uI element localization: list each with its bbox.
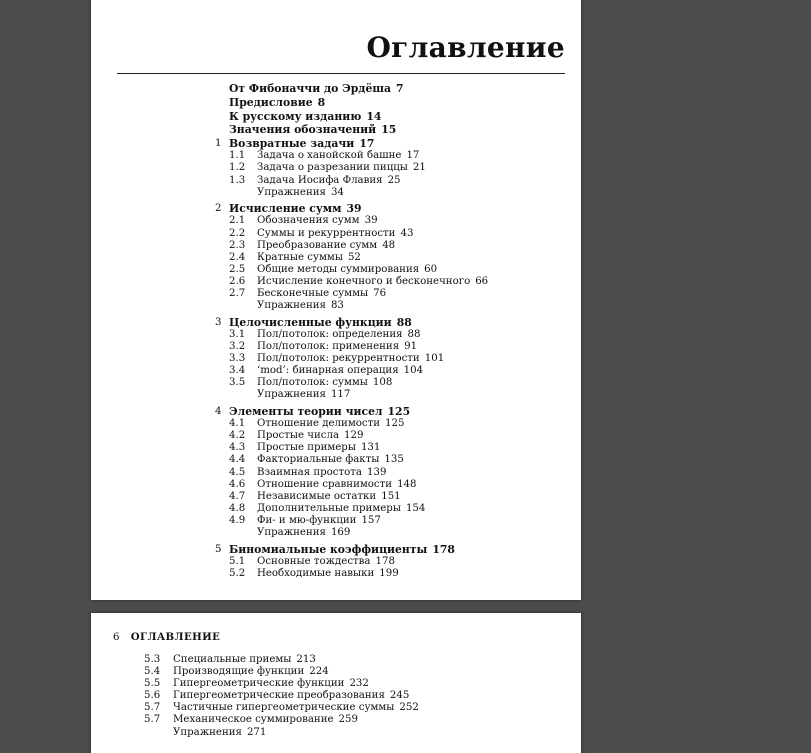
entry-title-text: Пол/потолок: применения [257,340,400,352]
entry-page-number: 125 [385,418,405,430]
entry-title [257,418,404,430]
entry-page-number: 169 [330,526,351,538]
entry-title [257,252,361,264]
section-entry [91,418,581,430]
entry-title [173,690,409,702]
entry-title [257,527,350,539]
entry-title-text: Необходимые навыки [257,567,375,579]
entry-page-number: 14 [366,109,382,123]
entry-number: 4.6 [229,478,246,490]
entry-number: 5.6 [144,690,161,702]
entry-number: 5 [215,543,222,555]
entry-page-number: 157 [361,514,381,526]
entry-title-text: Значения обозначений [229,123,377,137]
section-entry [91,228,581,240]
section-entry [91,288,581,300]
entry-number: 4 [215,405,222,417]
entry-page-number: 25 [387,174,401,186]
entry-title [257,515,381,527]
entry-number: 5.5 [144,678,161,690]
page-number: 6 [113,632,120,643]
entry-title-text: Биномиальные коэффициенты [229,542,428,556]
entry-page-number: 252 [399,702,419,714]
entry-page-number: 15 [381,123,397,137]
entry-page-number: 17 [406,150,420,162]
entry-title-text: Суммы и рекуррентности [257,227,396,239]
entry-title-text: Преобразование сумм [257,239,378,251]
entry-number: 4.7 [229,490,246,502]
entry-number: 2.7 [229,288,246,299]
entry-title [257,276,488,288]
entry-title [257,365,423,377]
section-entry [91,240,581,252]
entry-title-text: Упражнения [257,526,326,538]
entry-title-text: Механическое суммирование [173,714,334,726]
entry-number: 5.2 [229,567,246,579]
entry-title [257,329,421,341]
entry-title-text: Предисловие [229,95,313,109]
entry-page-number: 43 [400,227,414,239]
entry-page-number: 148 [397,478,417,490]
section-entry [91,377,581,389]
section-entry [91,215,581,227]
entry-page-number: 34 [330,186,344,198]
document-page-1 [91,0,581,600]
entry-title [257,353,444,365]
section-entry [91,175,581,187]
entry-title [257,228,413,240]
section-entry [91,491,581,503]
entry-title [229,543,455,556]
entry-number: 2.5 [229,263,246,275]
chapter-entry [91,316,581,329]
entry-title [257,568,399,580]
entry-page-number: 101 [424,353,445,365]
running-header [113,631,220,643]
exercises-entry [91,300,581,312]
entry-page-number: 224 [309,666,329,678]
entry-title-text: Задача о ханойской башне [257,150,402,162]
entry-page-number: 259 [338,714,358,726]
entry-page-number: 39 [346,202,362,216]
entry-title-text: Исчисление сумм [229,202,342,216]
section-entry [91,353,581,365]
entry-title [257,187,344,199]
entry-number: 5.7 [144,702,161,714]
section-entry [91,454,581,466]
entry-title [229,405,410,418]
entry-number: 5.1 [229,555,246,567]
chapter-entry [91,543,581,556]
section-entry [91,678,581,690]
section-entry [91,690,581,702]
entry-title [257,215,378,227]
entry-page-number: 125 [387,404,411,418]
entry-number: 5.4 [144,666,161,678]
entry-number: 5.3 [144,654,161,665]
entry-title-text: Отношение делимости [257,418,381,430]
entry-number: 4.8 [229,502,246,514]
section-entry [91,666,581,678]
front-matter-entry [91,96,581,110]
entry-page-number: 135 [384,454,404,466]
entry-title [257,442,380,454]
entry-number: 3.4 [229,365,246,377]
entry-number: 2.3 [229,239,246,251]
entry-number: 4.1 [229,418,246,430]
entry-title [229,82,403,96]
entry-title [257,454,404,466]
entry-title [257,288,386,300]
entry-page-number: 7 [395,82,404,95]
table-of-contents [91,82,581,580]
entry-page-number: 39 [364,215,378,227]
section-entry [91,341,581,353]
entry-page-number: 52 [347,251,361,263]
entry-page-number: 76 [373,288,387,299]
section-entry [91,503,581,515]
entry-page-number: 117 [330,389,351,401]
entry-page-number: 232 [349,678,369,690]
entry-title-text: Задача о разрезании пиццы [257,162,408,174]
section-entry [91,430,581,442]
front-matter-entry [91,110,581,124]
entry-title-text: Производящие функции [173,666,305,678]
section-entry [91,264,581,276]
section-entry [91,515,581,527]
entry-title [257,479,417,491]
entry-title [257,240,395,252]
entry-title [173,702,419,714]
exercises-entry [91,527,581,539]
entry-page-number: 178 [432,542,455,556]
entry-number: 4.2 [229,430,246,442]
entry-title-text: Упражнения [257,300,326,312]
entry-page-number: 88 [407,328,421,340]
entry-page-number: 245 [389,690,410,702]
entry-title-text: Обозначения сумм [257,215,360,227]
section-entry [91,654,581,666]
entry-number: 1.1 [229,150,246,162]
entry-title-text: Элементы теории чисел [229,404,383,418]
section-entry [91,252,581,264]
entry-title-text: Пол/потолок: рекуррентности [257,353,420,365]
exercises-entry [91,187,581,199]
entry-title-text: Кратные суммы [257,251,343,263]
entry-number: 1 [215,138,222,150]
entry-title-text: ‘mod’: бинарная операция [257,365,399,377]
entry-title-text: Упражнения [257,186,326,198]
entry-title [173,678,369,690]
entry-title [257,300,344,312]
section-entry [91,467,581,479]
entry-title [257,389,350,401]
exercises-entry [91,727,581,739]
entry-title-text: Пол/потолок: определения [257,328,403,340]
page-title: Оглавление [366,31,565,64]
table-of-contents-continued [91,654,581,739]
entry-number: 4.9 [229,514,246,526]
entry-number: 4.3 [229,442,246,454]
entry-page-number: 104 [403,365,424,377]
entry-title [257,556,395,568]
entry-page-number: 151 [381,490,401,502]
entry-title-text: Пол/потолок: суммы [257,377,368,389]
entry-title-text: Бесконечные суммы [257,288,369,299]
exercises-entry [91,389,581,401]
entry-title [257,377,392,389]
entry-title-text: Целочисленные функции [229,315,392,329]
entry-page-number: 48 [382,239,396,251]
entry-title-text: Основные тождества [257,555,371,567]
chapter-entry [91,405,581,418]
entry-title [257,175,401,187]
entry-title [257,491,401,503]
entry-title-text: Специальные приемы [173,654,292,665]
entry-title-text: Взаимная простота [257,466,362,478]
entry-page-number: 21 [412,162,426,174]
entry-title-text: Дополнительные примеры [257,502,401,514]
entry-number: 2.2 [229,227,246,239]
entry-title-text: К русскому изданию [229,109,362,123]
section-entry [91,556,581,568]
entry-title-text: Упражнения [173,726,242,738]
running-title: ОГЛАВЛЕНИЕ [130,631,221,643]
entry-page-number: 8 [317,95,326,109]
entry-number: 4.5 [229,466,246,478]
entry-title [229,202,362,215]
entry-title-text: Общие методы суммирования [257,263,420,275]
entry-title-text: Упражнения [257,389,326,401]
entry-page-number: 108 [372,377,393,389]
entry-title [173,714,358,726]
entry-page-number: 17 [359,137,375,151]
entry-title-text: Возвратные задачи [229,137,355,151]
entry-title [229,316,412,329]
entry-title [257,264,437,276]
entry-number: 2 [215,203,222,215]
entry-page-number: 199 [379,567,399,579]
chapter-entry [91,137,581,150]
document-page-2 [91,613,581,753]
entry-number: 3.1 [229,328,246,340]
entry-number: 3.3 [229,353,246,365]
entry-title-text: Исчисление конечного и бесконечного [257,275,471,287]
section-entry [91,714,581,726]
entry-title [257,503,425,515]
entry-title [229,137,374,150]
entry-page-number: 154 [405,502,426,514]
entry-title [229,123,396,137]
chapter-entry [91,202,581,215]
entry-title-text: Простые примеры [257,442,356,454]
entry-page-number: 88 [396,315,412,329]
entry-title [257,150,419,162]
entry-title-text: Задача Иосифа Флавия [257,174,383,186]
entry-number: 1.2 [229,162,246,174]
entry-number: 3 [215,316,222,328]
entry-page-number: 129 [344,430,364,442]
entry-title-text: Гипергеометрические функции [173,678,345,690]
entry-title-text: Простые числа [257,430,340,442]
section-entry [91,365,581,377]
entry-number: 3.5 [229,377,246,389]
entry-title [257,162,426,174]
entry-number: 5.7 [144,714,161,726]
entry-title [173,727,266,739]
entry-number: 2.1 [229,215,246,227]
entry-number: 1.3 [229,174,246,186]
section-entry [91,329,581,341]
entry-title [257,430,364,442]
entry-number: 4.4 [229,454,246,466]
section-entry [91,702,581,714]
entry-title [257,341,417,353]
entry-title [229,110,381,124]
entry-page-number: 178 [375,555,395,567]
entry-page-number: 91 [404,340,418,352]
section-entry [91,568,581,580]
entry-page-number: 271 [246,726,267,738]
section-entry [91,162,581,174]
entry-title-text: Отношение сравнимости [257,478,393,490]
section-entry [91,276,581,288]
entry-number: 2.6 [229,275,246,287]
entry-page-number: 139 [367,466,387,478]
entry-number: 2.4 [229,251,246,263]
section-entry [91,442,581,454]
entry-page-number: 66 [475,275,489,287]
entry-page-number: 213 [296,654,316,665]
section-entry [91,150,581,162]
entry-title-text: Независимые остатки [257,490,377,502]
entry-page-number: 60 [424,263,438,275]
entry-title [173,654,316,666]
entry-title-text: Факториальные факты [257,454,380,466]
entry-title [173,666,329,678]
entry-page-number: 83 [330,300,344,312]
section-entry [91,479,581,491]
entry-title [257,467,386,479]
entry-title [229,96,325,110]
front-matter-entry [91,82,581,96]
title-rule [117,73,565,74]
entry-number: 3.2 [229,340,246,352]
entry-title-text: Фи- и мю-функции [257,514,357,526]
entry-page-number: 131 [360,442,381,454]
entry-title-text: Гипергеометрические преобразования [173,690,385,702]
front-matter-entry [91,123,581,137]
entry-title-text: Частичные гипергеометрические суммы [173,702,395,714]
entry-title-text: От Фибоначчи до Эрдёша [229,82,391,95]
